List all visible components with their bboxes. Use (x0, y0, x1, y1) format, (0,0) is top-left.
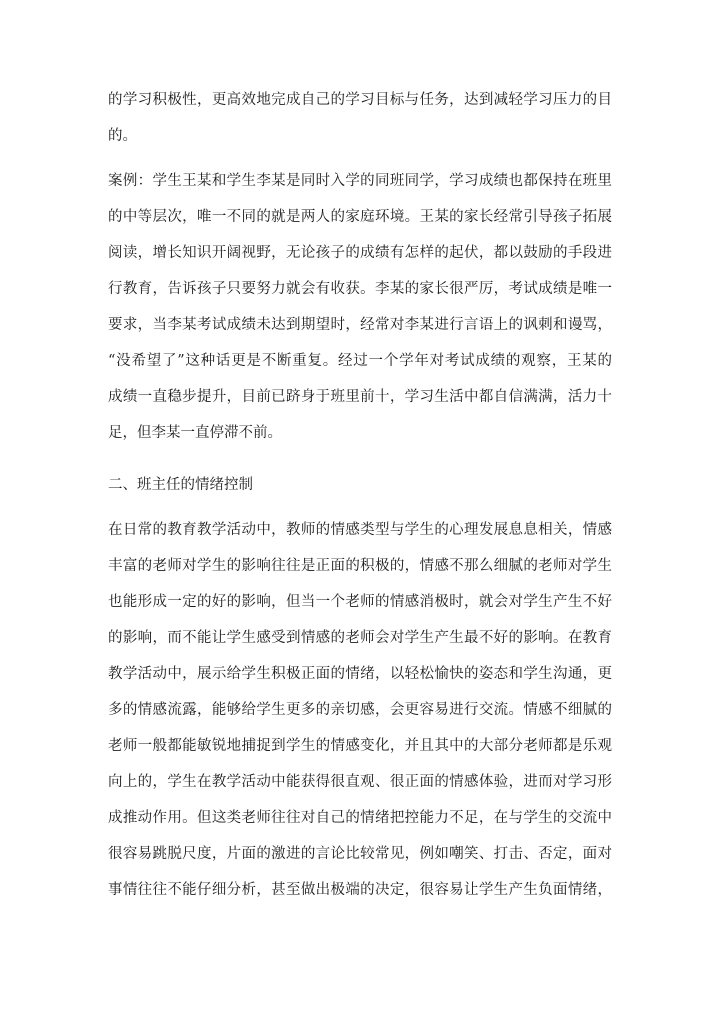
text-line: 老师一般都能敏锐地捕捉到学生的情感变化，并且其中的大部分老师都是乐观 (108, 738, 612, 754)
text-line: 教学活动中，展示给学生积极正面的情绪，以轻松愉快的姿态和学生沟通，更 (108, 666, 612, 682)
text-line: “没希望了”这种话更是不断重复。经过一个学年对考试成绩的观察，王某的 (108, 353, 612, 369)
text-line: 的影响，而不能让学生感受到情感的老师会对学生产生最不好的影响。在教育 (108, 630, 612, 646)
text-line: 事情往往不能仔细分析，甚至做出极端的决定，很容易让学生产生负面情绪， (108, 882, 612, 898)
text-line: 的中等层次，唯一不同的就是两人的家庭环境。王某的家长经常引导孩子拓展 (108, 209, 612, 225)
text-line: 的。 (108, 128, 137, 144)
text-line: 在日常的教育教学活动中，教师的情感类型与学生的心理发展息息相关，情感 (108, 522, 612, 538)
text-line: 成推动作用。但这类老师往往对自己的情绪把控能力不足，在与学生的交流中 (108, 810, 612, 826)
text-line: 成绩一直稳步提升，目前已跻身于班里前十，学习生活中都自信满满，活力十 (108, 389, 612, 405)
text-line: 要求，当李某考试成绩未达到期望时，经常对李某进行言语上的讽刺和谩骂， (108, 317, 612, 333)
text-line: 行教育，告诉孩子只要努力就会有收获。李某的家长很严厉，考试成绩是唯一 (108, 281, 612, 297)
text-line: 丰富的老师对学生的影响往往是正面的积极的，情感不那么细腻的老师对学生 (108, 558, 612, 574)
text-line: 也能形成一定的好的影响，但当一个老师的情感消极时，就会对学生产生不好 (108, 594, 612, 610)
section-heading: 二、班主任的情绪控制 (108, 477, 253, 493)
text-line: 阅读，增长知识开阔视野，无论孩子的成绩有怎样的起伏，都以鼓励的手段进 (108, 245, 612, 261)
text-line: 的学习积极性，更高效地完成自己的学习目标与任务，达到减轻学习压力的目 (108, 92, 612, 108)
text-line: 多的情感流露，能够给学生更多的亲切感，会更容易进行交流。情感不细腻的 (108, 702, 612, 718)
text-line: 很容易跳脱尺度，片面的激进的言论比较常见，例如嘲笑、打击、否定，面对 (108, 846, 612, 862)
text-line: 足，但李某一直停滞不前。 (108, 425, 282, 441)
text-line: 案例：学生王某和学生李某是同时入学的同班同学，学习成绩也都保持在班里 (108, 173, 612, 189)
text-line: 向上的，学生在教学活动中能获得很直观、很正面的情感体验，进而对学习形 (108, 774, 612, 790)
